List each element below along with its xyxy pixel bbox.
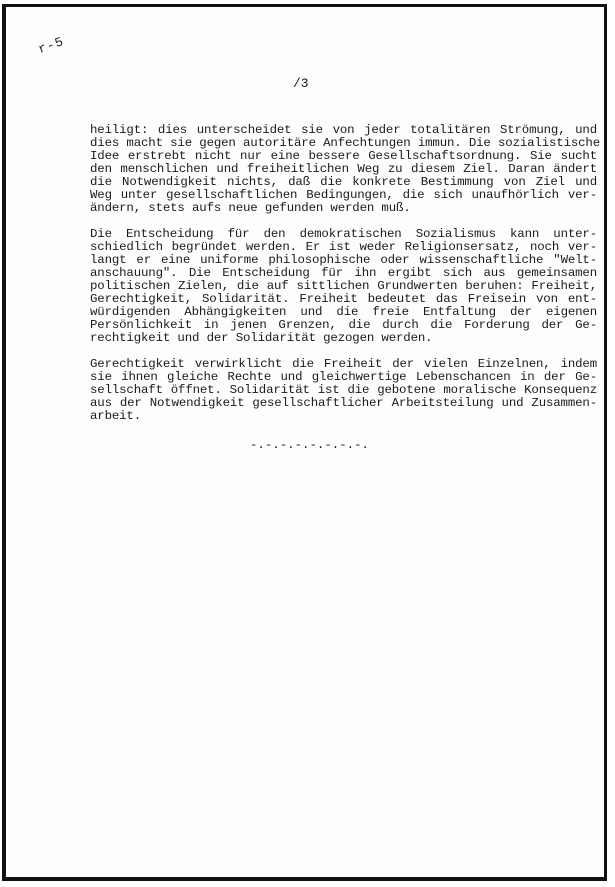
text-line: arbeit. [90,409,141,423]
paragraph-1 [90,124,600,215]
document-body [90,124,600,436]
text-line: Gerechtigkeit, Solidarität. Freiheit bedeutet das Freisein von ent- [90,292,597,306]
text-line: Gerechtigkeit verwirklicht die Freiheit der vielen Einzelnen, indem [90,357,597,371]
text-line: aus der Notwendigkeit gesellschaftlicher Arbeitsteilung und Zusammen- [90,396,597,410]
text-line: würdigenden Abhängigkeiten und die freie Entfaltung der eigenen [90,305,597,319]
text-line: schiedlich begründet werden. Er ist weder Religionsersatz, noch ver- [90,240,597,254]
text-line: den menschlichen und freiheitlichen Weg zu diesem Ziel. Daran ändert [90,162,597,176]
text-line: rechtigkeit und der Solidarität gezogen werden. [90,331,433,345]
text-line: dies macht sie gegen autoritäre Anfechtungen immun. Die sozialistische [90,136,600,150]
text-line: heiligt: dies unterscheidet sie von jeder totalitären Strömung, und [90,123,597,137]
text-line: die Notwendigkeit nichts, daß die konkrete Bestimmung von Ziel und [90,175,597,189]
text-line: Weg unter gesellschaftlichen Bedingungen, die sich unaufhörlich ver- [90,188,597,202]
text-line: sie ihnen gleiche Rechte und gleichwertige Lebenschancen in der Ge- [90,370,597,384]
text-line: politischen Zielen, die auf sittlichen Grundwerten beruhen: Freiheit, [90,279,597,293]
text-line: ändern, stets aufs neue gefunden werden muß. [90,201,411,215]
paragraph-2 [90,228,600,345]
text-line: anschauung". Die Entscheidung für ihn ergibt sich aus gemeinsamen [90,266,597,280]
text-line: Die Entscheidung für den demokratischen Sozialismus kann unter- [90,227,597,241]
text-line: Persönlichkeit in jenen Grenzen, die durch die Forderung der Ge- [90,318,597,332]
section-separator: -.-.-.-.-.-.-.-. [250,438,369,452]
text-line: Idee erstrebt nicht nur eine bessere Gesellschaftsordnung. Sie sucht [90,149,597,163]
paragraph-3 [90,358,600,423]
page-number: /3 [293,76,309,91]
text-line: sellschaft öffnet. Solidarität ist die gebotene moralische Konsequenz [90,383,597,397]
text-line: langt er eine uniforme philosophische oder wissenschaftliche "Welt- [90,253,597,267]
handwritten-mark: r-5 [36,33,67,58]
